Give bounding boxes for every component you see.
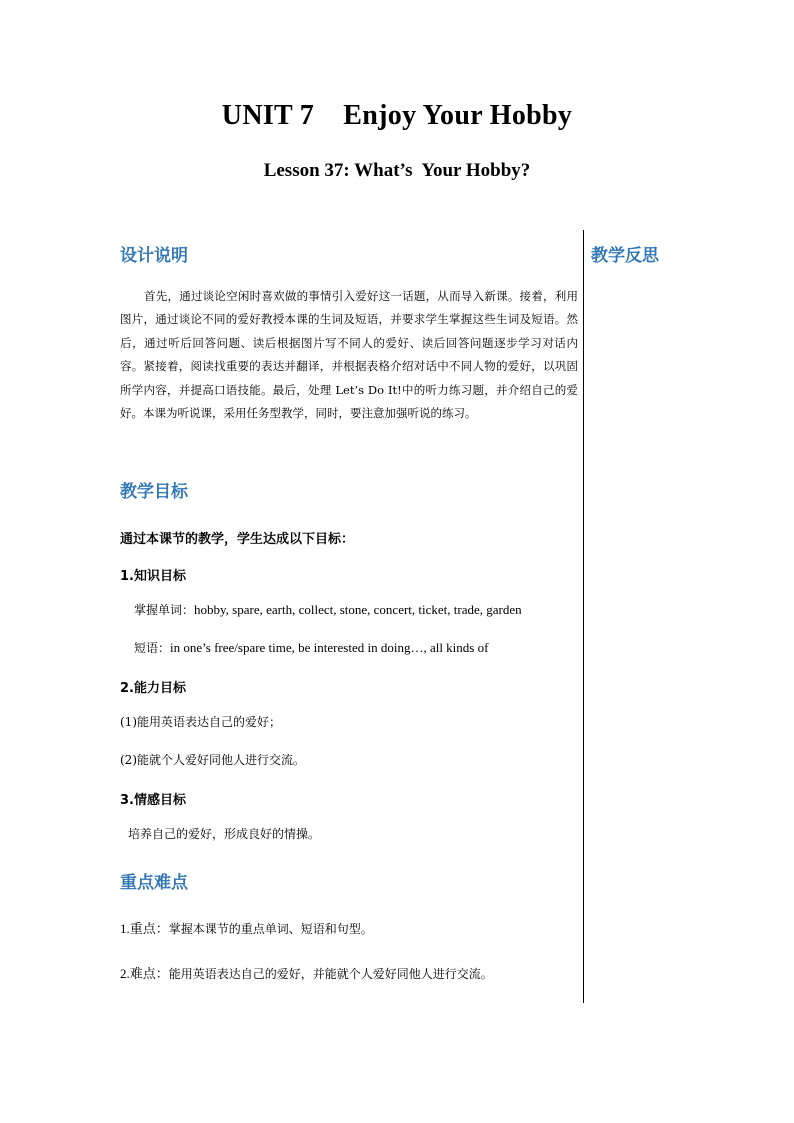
ability-item-2: (2)能就个人爱好同他人进行交流。	[120, 753, 305, 767]
vocab-label: 掌握单词：	[134, 603, 195, 617]
phrase-line	[134, 639, 488, 656]
design-paragraph: 首先，通过谈论空闲时喜欢做的事情引入爱好这一话题，从而导入新课。接着，利用图片，通过谈论不同的爱好教授本课的生词及短语，并要求学生掌握这些生词及短语。然后，通过听后回答问题、读后根据图片写不同人的爱好、读后回答问题逐步学习对话内容。紧接着，阅读找重要的表达并翻译，并根据表格介绍对话中不同人物的爱好，以巩固所学内容，并提高口语技能。最后，处理 Let’s Do It!中的听力练习题，并介绍自己的爱好。本课为听说课，采用任务型教学，同时，要注意加强听说的练习。	[120, 289, 578, 421]
lesson-title: Lesson 37: What’s Your Hobby?	[263, 160, 531, 181]
difficult-point-text: 能用英语表达自己的爱好，并能就个人爱好同他人进行交流。	[168, 967, 493, 981]
ability-heading: 2.能力目标	[120, 681, 186, 696]
column-divider	[583, 230, 584, 1003]
design-heading: 设计说明	[120, 246, 188, 266]
knowledge-heading: 1.知识目标	[120, 569, 186, 584]
key-points-heading: 重点难点	[120, 873, 188, 893]
key-point-line	[120, 918, 373, 937]
objectives-intro: 通过本课节的教学，学生达成以下目标：	[120, 532, 355, 547]
difficult-point-label: 2.难点：	[120, 966, 169, 981]
vocab-list: hobby, spare, earth, collect, stone, concert, ticket, trade, garden	[194, 602, 522, 617]
emotion-heading: 3.情感目标	[120, 793, 186, 808]
key-point-label: 1.重点：	[120, 921, 169, 936]
objectives-heading: 教学目标	[120, 482, 188, 502]
phrase-label: 短语：	[134, 641, 171, 655]
vocab-line	[134, 601, 522, 618]
key-point-text: 掌握本课节的重点单词、短语和句型。	[168, 922, 373, 936]
emotion-item-1: 培养自己的爱好，形成良好的情操。	[128, 827, 321, 841]
reflection-heading: 教学反思	[591, 246, 659, 266]
ability-item-1: (1)能用英语表达自己的爱好；	[120, 715, 281, 729]
difficult-point-line	[120, 963, 493, 982]
unit-title: UNIT 7 Enjoy Your Hobby	[221, 100, 573, 131]
phrase-list: in one’s free/spare time, be interested in doing…, all kinds of	[170, 640, 489, 655]
